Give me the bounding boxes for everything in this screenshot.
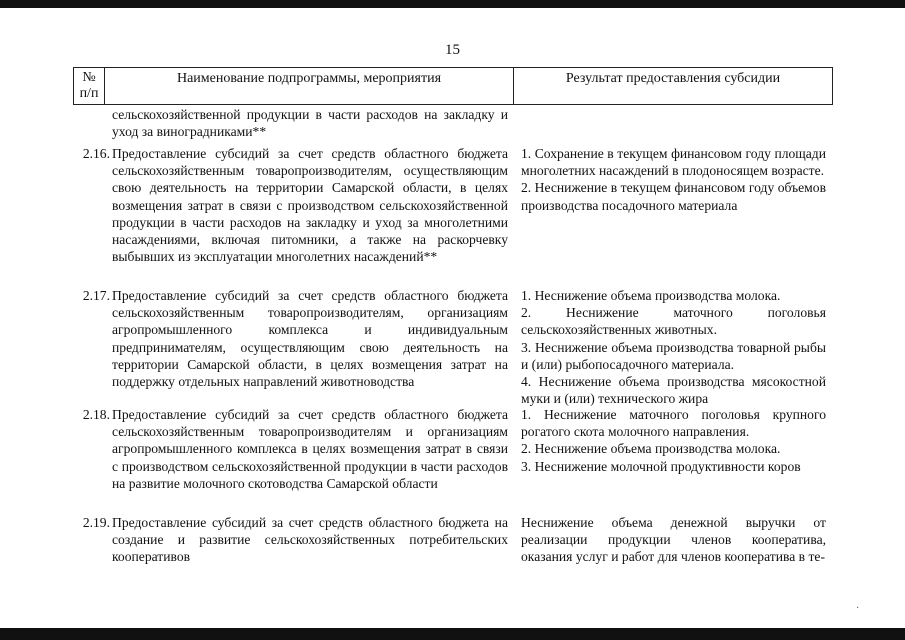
row-name: Предоставление субсидий за счет средств областного бюджета сельскохозяйственным товаропроизводителям, организациям агропромышленного комплекса и индивидуальным предпринимателям, осуществляющим свою деятельность на территории Самарской области, в целях возмещения затрат на поддержку отдельных направлений животноводства: [112, 288, 508, 390]
result-item: 2. Неснижение маточного поголовья сельскохозяйственных животных.: [521, 305, 826, 338]
row-name: Предоставление субсидий за счет средств областного бюджета на создание и развитие сельскохозяйственных потребительских кооперативов: [112, 515, 508, 565]
continuation-name: сельскохозяйственной продукции в части расходов на закладку и уход за виноградниками**: [112, 107, 508, 140]
row-number: 2.19.: [82, 515, 110, 530]
header-name-cell: Наименование подпрограммы, мероприятия: [104, 67, 514, 105]
table-header: [73, 67, 833, 105]
row-results: [521, 145, 826, 214]
result-item: 1. Неснижение маточного поголовья крупного рогатого скота молочного направления.: [521, 407, 826, 440]
result-item: 3. Неснижение молочной продуктивности коров: [521, 458, 801, 474]
result-item: 2. Неснижение объема производства молока.: [521, 441, 781, 457]
top-scan-border: [0, 0, 905, 8]
result-item: 1. Неснижение объема производства молока.: [521, 288, 781, 303]
result-item: 1. Сохранение в текущем финансовом году площади многолетних насаждений в плодоносящем возрасте.: [521, 146, 826, 179]
page-number: 15: [445, 42, 460, 58]
row-name: Предоставление субсидий за счет средств областного бюджета сельскохозяйственным товаропроизводителям, осуществляющим свою деятельность на территории Самарской области, в целях возмещения затрат в связи с производством сельскохозяйственной продукции в части расходов на закладку и уход за многолетними насаждениями, включая питомники, а также на раскорчевку выбывших из эксплуатации многолетних насаждений**: [112, 146, 508, 265]
row-number: 2.16.: [82, 146, 110, 161]
header-result-cell: Результат предоставления субсидии: [513, 67, 833, 105]
header-number-line1: №: [82, 70, 96, 85]
row-number: 2.18.: [82, 407, 110, 422]
result-item: 4. Неснижение объема производства мясокостной муки и (или) технического жира: [521, 374, 826, 407]
result-item: Неснижение объема денежной выручки от реализации продукции членов кооператива, оказания услуг и работ для членов кооператива в те-: [521, 515, 826, 565]
result-item: 3. Неснижение объема производства товарной рыбы и (или) рыбопосадочного материала.: [521, 339, 826, 372]
row-results: [521, 514, 826, 566]
row-results: [521, 406, 826, 475]
scan-speck: ·: [856, 603, 860, 614]
row-name: Предоставление субсидий за счет средств областного бюджета сельскохозяйственным товаропроизводителям и организациям агропромышленного комплекса в целях возмещения затрат в связи с производством сельскохозяйственной продукции в части расходов на развитие молочного скотоводства Самарской области: [112, 407, 508, 491]
row-number: 2.17.: [82, 288, 110, 303]
bottom-scan-border: [0, 628, 905, 640]
result-item: 2. Неснижение в текущем финансовом году объемов производства посадочного материала: [521, 180, 826, 213]
header-number-line2: п/п: [79, 86, 99, 101]
row-results: [521, 287, 826, 407]
header-number-cell: [73, 67, 105, 105]
